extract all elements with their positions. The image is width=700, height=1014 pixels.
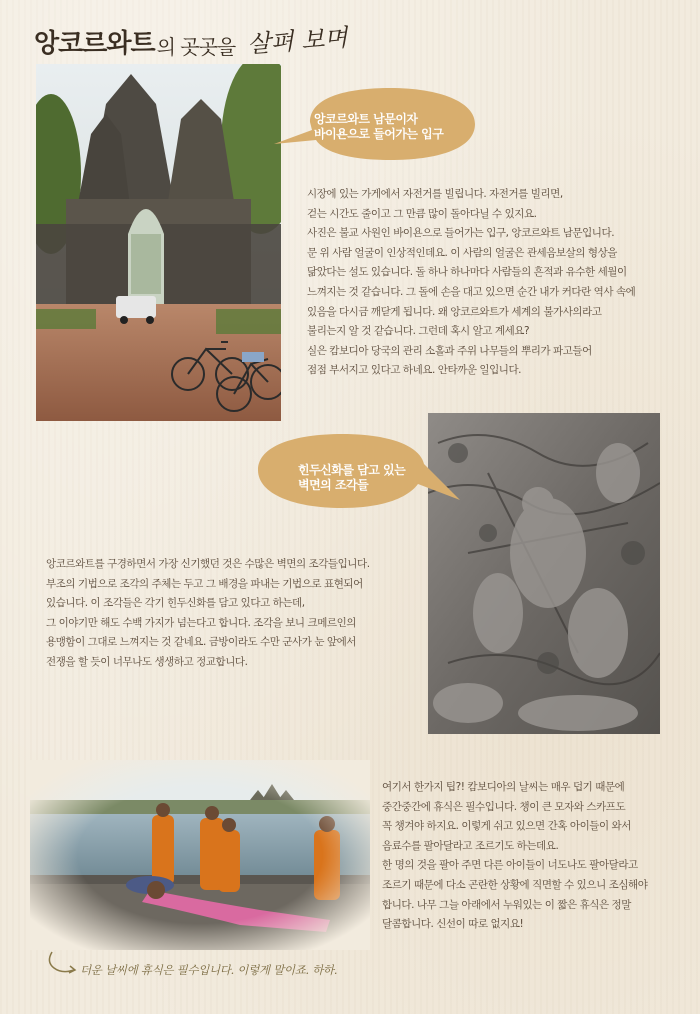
paragraph-gate: [307, 185, 635, 381]
para1-line: 느껴지는 것 같습니다. 그 돌에 손을 대고 있으면 순간 내가 커다란 역사 속에: [307, 285, 636, 298]
para1-line: 있음을 다시금 깨닫게 됩니다. 왜 앙코르와트가 세계의 불가사의라고: [307, 305, 602, 318]
para2-line: 전쟁을 할 듯이 너무나도 생생하고 정교합니다.: [46, 655, 248, 668]
title-sub: 의 곳곳을: [156, 35, 236, 59]
para2-line: 앙코르와트를 구경하면서 가장 신기했던 것은 수많은 벽면의 조각들입니다.: [46, 558, 370, 570]
para3-line: 조르기 때문에 다소 곤란한 상황에 직면할 수 있으니 조심해야: [382, 878, 648, 891]
para1-line: 걷는 시간도 줄이고 그 만큼 많이 돌아다닐 수 있지요.: [307, 207, 537, 220]
para3-line: 합니다. 나무 그늘 아래에서 누워있는 이 짧은 휴식은 정말: [382, 898, 631, 911]
para1-line: 점점 부서지고 있다고 하네요. 안타까운 일입니다.: [307, 364, 522, 377]
bubble-relief-line2: 벽면의 조각들: [298, 478, 369, 492]
bubble-gate-line1: 앙코르와트 남문이자: [314, 112, 418, 126]
bubble-gate-line2: 바이욘으로 들어가는 입구: [314, 127, 444, 141]
bubble-relief-line1: 힌두신화를 담고 있는: [298, 463, 406, 477]
paragraph-relief: [46, 555, 370, 673]
title-script: 살펴 보며: [246, 23, 349, 59]
speech-bubble-relief: [250, 430, 465, 512]
para2-line: 부조의 기법으로 조각의 주체는 두고 그 배경을 파내는 기법으로 표현되어: [46, 577, 363, 590]
para1-line: 사진은 불교 사원인 바이욘으로 들어가는 입구, 앙코르와트 남문입니다.: [307, 227, 615, 240]
paragraph-rest-tip: [382, 778, 647, 935]
para1-line: 닮았다는 설도 있습니다. 돌 하나 하나마다 사람들의 흔적과 유수한 세월이: [307, 266, 627, 279]
para3-line: 여기서 한가지 팁?! 캄보디아의 날씨는 매우 덥기 때문에: [382, 781, 625, 793]
para3-line: 중간중간에 휴식은 필수입니다. 챙이 큰 모자와 스카프도: [382, 800, 626, 813]
para3-line: 음료수를 팔아달라고 조르기도 하는데요.: [382, 839, 559, 852]
para3-line: 달콤합니다. 신선이 따로 없지요!: [382, 918, 524, 931]
photo-monks-resting: [30, 760, 370, 950]
speech-bubble-gate: [270, 84, 480, 164]
curly-arrow-icon: [44, 948, 84, 978]
para2-line: 그 이야기만 해도 수백 가지가 넘는다고 합니다. 조각을 보니 크메르인의: [46, 616, 356, 629]
para1-line: 실은 캄보디아 당국의 관리 소홀과 주위 나무들의 뿌리가 파고들어: [307, 344, 592, 357]
title-main: 앙코르와트: [34, 29, 155, 59]
para1-line: 문 위 사람 얼굴이 인상적인데요. 이 사람의 얼굴은 관세음보살의 형상을: [307, 246, 617, 259]
para1-line: 시장에 있는 가게에서 자전거를 빌립니다. 자전거를 빌리면,: [307, 188, 563, 200]
para3-line: 꼭 챙겨야 하지요. 이렇게 쉬고 있으면 간혹 아이들이 와서: [382, 820, 631, 833]
photo-caption: 더운 날씨에 휴식은 필수입니다. 이렇게 말이죠. 하하.: [80, 963, 338, 977]
para2-line: 용맹함이 그대로 느껴지는 것 같네요. 금방이라도 수만 군사가 눈 앞에서: [46, 636, 356, 649]
photo-south-gate: [36, 64, 281, 421]
para1-line: 불리는지 알 것 같습니다. 그런데 혹시 알고 계세요?: [307, 325, 530, 338]
para3-line: 한 명의 것을 팔아 주면 다른 아이들이 너도나도 팔아달라고: [382, 859, 638, 872]
para2-line: 있습니다. 이 조각들은 각기 힌두신화를 담고 있다고 하는데,: [46, 597, 305, 610]
page-title: [34, 20, 348, 60]
